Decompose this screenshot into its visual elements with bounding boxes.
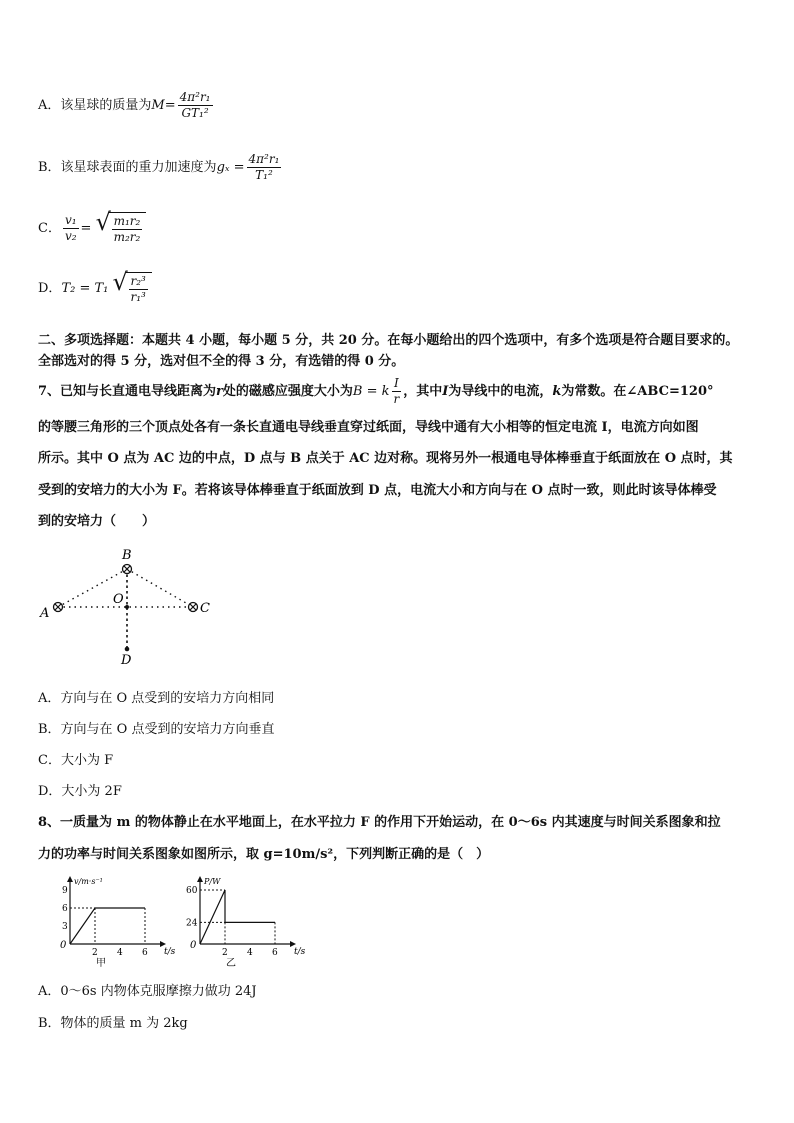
series-line <box>200 890 275 944</box>
q6-c-den: v₂ <box>64 229 77 243</box>
point-d <box>125 647 130 652</box>
q6-a-den: GT₁² <box>181 106 209 120</box>
label-a: A <box>40 606 50 621</box>
q7-option-d: D．大小为 2F <box>38 784 122 799</box>
section2-line2: 全部选对的得 5 分，选对但不全的得 3 分，有选错的得 0 分。 <box>38 354 405 369</box>
y-tick-label: 60 <box>186 886 198 896</box>
chart-caption: 乙 <box>226 958 236 968</box>
q7-formula-lhs: B = k <box>352 384 390 399</box>
y-tick-label: 6 <box>62 904 68 914</box>
q6-b-fraction <box>247 152 282 183</box>
q6-c-rad-den: m₂r₂ <box>113 230 141 244</box>
q7-formula-num: I <box>392 376 402 392</box>
q6-d-rad-num: r₂³ <box>130 274 146 288</box>
q6-b-num: 4π²r₁ <box>248 152 280 166</box>
q6-c-num: v₁ <box>64 213 77 227</box>
q6-a-prefix: A．该星球的质量为 <box>38 98 152 113</box>
q7-line2: 的等腰三角形的三个顶点处各有一条长直通电导线垂直穿过纸面，导线中通有大小相等的恒定电流 I，电流方向如图 <box>38 420 699 435</box>
x-tick-label: 2 <box>222 948 228 958</box>
x-axis-label: t/s <box>294 947 306 957</box>
origin-label: 0 <box>190 940 197 951</box>
q7-line1 <box>38 376 714 407</box>
q7-var-r: r <box>216 384 223 399</box>
q6-b-prefix: B．该星球表面的重力加速度为 <box>38 160 217 175</box>
y-axis-label: v/m·s⁻¹ <box>74 877 103 886</box>
q7-option-a: A．方向与在 O 点受到的安培力方向相同 <box>38 691 275 706</box>
q6-c-sqrt: √ $\frac{\text{m₁r₂}}{\text{m₂r₂}}$ <box>96 212 147 245</box>
q7-line3: 所示。其中 O 点为 AC 边的中点，D 点与 B 点关于 AC 边对称。现将另外一根通电导体棒垂直于纸面放在 O 点时，其 <box>38 451 733 466</box>
y-tick-label: 24 <box>186 918 198 929</box>
x-tick-label: 4 <box>117 948 123 958</box>
velocity-time-chart <box>60 876 176 968</box>
series-line <box>70 908 145 944</box>
x-axis-label: t/s <box>164 947 176 957</box>
q6-d-sqrt: √ $\frac{\text{r₂³}}{\text{r₁³}}$ <box>113 272 152 305</box>
x-tick-label: 6 <box>272 948 278 958</box>
q6-option-c <box>38 208 146 245</box>
q8-line2: 力的功率与时间关系图象如图所示，取 g=10m/s²，下列判断正确的是（ ） <box>38 847 490 862</box>
q6-a-fraction <box>178 90 213 121</box>
y-tick-label: 3 <box>62 922 68 932</box>
power-time-chart <box>186 876 306 968</box>
q6-option-d <box>38 268 152 305</box>
q6-d-rad-den: r₁³ <box>130 290 146 304</box>
q7-var-k: k <box>552 384 562 399</box>
y-axis-label: P/W <box>204 877 221 886</box>
q7-line1-e: 为常数。在∠ABC=120° <box>561 384 714 399</box>
section2-line1: 二、多项选择题：本题共 4 小题，每小题 5 分，共 20 分。在每小题给出的四个选项中，有多个选项是符合题目要求的。 <box>38 333 739 348</box>
q8-option-b: B．物体的质量 m 为 2kg <box>38 1016 188 1031</box>
wire-a-into-page-icon <box>54 603 63 612</box>
q8-line1: 8、一质量为 m 的物体静止在水平地面上，在水平拉力 F 的作用下开始运动，在 0～6s 内其速度与时间关系图象和拉 <box>38 815 721 830</box>
q7-formula-den: r <box>393 392 400 406</box>
q6-d-lhs: T₂ = T₁ <box>61 281 109 296</box>
x-tick-label: 4 <box>247 948 253 958</box>
label-d: D <box>121 653 132 668</box>
q7-edge-bc <box>127 569 193 607</box>
y-axis-arrow-icon <box>197 876 203 882</box>
q6-b-den: T₁² <box>255 168 273 182</box>
q7-line1-d: 为导线中的电流， <box>448 384 553 399</box>
q7-option-b: B．方向与在 O 点受到的安培力方向垂直 <box>38 722 275 737</box>
q7-formula-fraction <box>392 376 402 407</box>
q6-d-prefix: D． <box>38 281 62 296</box>
chart-caption: 甲 <box>96 958 106 968</box>
q6-c-eq: = <box>80 221 92 236</box>
point-o <box>125 605 129 609</box>
q7-figure <box>34 545 224 670</box>
q6-b-lhs: gₓ = <box>216 160 245 175</box>
q6-a-num: 4π²r₁ <box>179 90 211 104</box>
q6-a-lhs: M= <box>151 98 176 113</box>
y-axis-arrow-icon <box>67 876 73 882</box>
x-tick-label: 6 <box>142 948 148 958</box>
q6-d-rad-fraction <box>129 274 148 305</box>
q6-c-fraction <box>63 213 79 244</box>
q8-charts <box>50 868 310 968</box>
label-c: C <box>200 601 210 616</box>
wire-c-into-page-icon <box>189 603 198 612</box>
q7-line1-b: 处的磁感应强度大小为 <box>222 384 353 399</box>
q6-option-a <box>38 90 215 121</box>
q6-c-prefix: C． <box>38 221 61 236</box>
q7-line1-a: 7、已知与长直通电导线距离为 <box>38 384 217 399</box>
q6-c-rad-fraction <box>112 214 143 245</box>
q6-option-b <box>38 152 283 183</box>
label-o: O <box>113 592 124 607</box>
q7-option-c: C．大小为 F <box>38 753 114 768</box>
q8-option-a: A．0～6s 内物体克服摩擦力做功 24J <box>38 984 257 999</box>
q7-line4: 受到的安培力的大小为 F。若将该导体棒垂直于纸面放到 D 点，电流大小和方向与在 O 点时一致，则此时该导体棒受 <box>38 483 717 498</box>
x-tick-label: 2 <box>92 948 98 958</box>
q7-line1-c: ，其中 <box>403 384 443 399</box>
y-tick-label: 9 <box>62 886 68 896</box>
origin-label: 0 <box>60 940 67 951</box>
q7-var-i: I <box>442 384 449 399</box>
label-b: B <box>122 548 132 563</box>
wire-b-into-page-icon <box>123 565 132 574</box>
q7-line5: 到的安培力（ ） <box>38 514 156 529</box>
q6-c-rad-num: m₁r₂ <box>113 214 141 228</box>
